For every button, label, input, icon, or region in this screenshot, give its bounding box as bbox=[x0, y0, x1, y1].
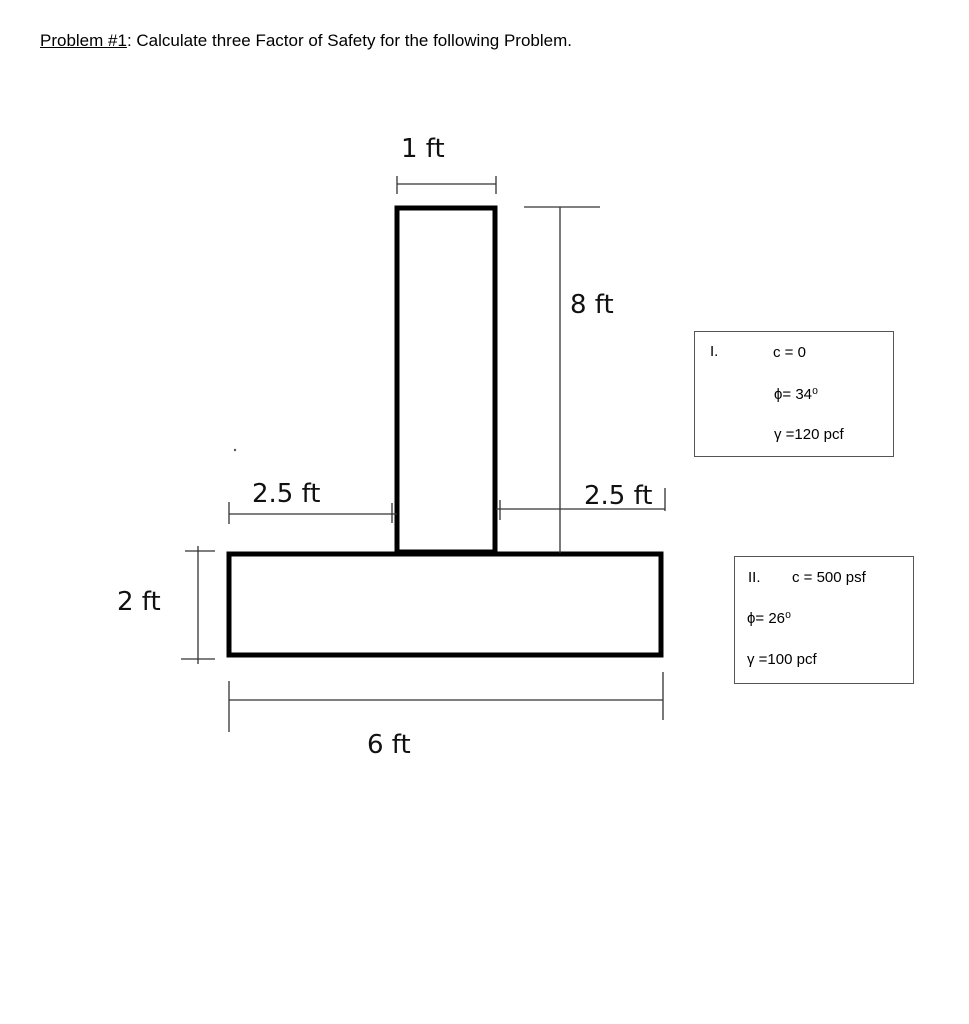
case-2-cohesion: c = 500 psf bbox=[792, 569, 866, 586]
case-1-unit-weight: γ =120 pcf bbox=[774, 426, 844, 443]
case-1-numeral: I. bbox=[710, 343, 719, 360]
case-2-unit-weight: γ =100 pcf bbox=[747, 651, 817, 668]
case-2-numeral: II. bbox=[748, 569, 761, 586]
case-1-friction-angle: ϕ= 34⁰ bbox=[774, 386, 819, 403]
case-1-box bbox=[694, 331, 894, 457]
case-2-box bbox=[734, 556, 914, 684]
footing-width-dimension bbox=[229, 672, 663, 732]
left-toe-label: 2.5 ft bbox=[252, 479, 321, 509]
footing-width-label: 6 ft bbox=[367, 730, 411, 760]
wall-stem bbox=[397, 208, 495, 552]
footing-thickness-dimension bbox=[181, 546, 215, 664]
case-2-friction-angle: ϕ= 26⁰ bbox=[747, 610, 792, 627]
footing-thickness-label: 2 ft bbox=[117, 587, 161, 617]
problem-label: Problem #1 bbox=[40, 31, 127, 50]
wall-footing bbox=[229, 554, 661, 655]
stem-width-dimension bbox=[397, 176, 496, 194]
case-1-cohesion: c = 0 bbox=[773, 344, 806, 361]
stem-width-label: 1 ft bbox=[401, 134, 445, 164]
right-heel-label: 2.5 ft bbox=[584, 481, 653, 511]
stem-height-label: 8 ft bbox=[570, 290, 614, 320]
stray-dot bbox=[234, 449, 236, 451]
problem-text: : Calculate three Factor of Safety for the following Problem. bbox=[126, 31, 572, 50]
